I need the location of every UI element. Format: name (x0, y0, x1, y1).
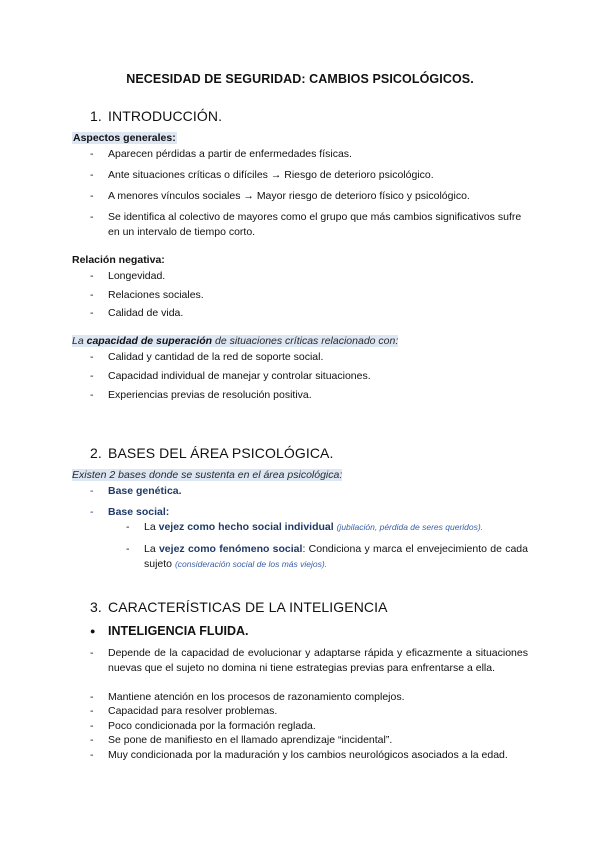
section-2-title: BASES DEL ÁREA PSICOLÓGICA. (108, 445, 334, 461)
document-page: NECESIDAD DE SEGURIDAD: CAMBIOS PSICOLÓGICOS. 1. INTRODUCCIÓN. Aspectos generales: - Aparecen pérdidas a partir de enfermedades físicas. - Ante situaciones críticas o difíciles → Riesgo de deterioro psicológico. - A menores vínculos sociales → Mayor riesgo de deterioro físico y psicológico. - Se identifica al colectivo de mayores como el grupo que más cambios significativos sufre en un intervalo de tiempo corto. Relación negativa: - Longevidad. - Relaciones sociales. - Calidad de vida. La capacidad de superación de situaciones críticas relacionado con: - Calidad y cantidad de la red de soporte social. - Capacidad individual de manejar y controlar situaciones. - Experiencias previas de resolución positiva. 2. BASES DEL ÁREA PSICOLÓGICA. Existen 2 bases donde se sustenta en el área psicológica: - Base genética. - Base social: - La vejez como hecho social individual (jubilación, pérdida de seres queridos). - La vejez como fenómeno social: Condiciona y marca el envejecimiento de cada sujeto (consideración social de los más viejos). 3. CARACTERÍSTICAS DE LA INTELIGENCIA ● INTELIGENCIA FLUIDA. - Depende de la capacidad de evolucionar y adaptarse rápida y eficazmente a situaciones nuevas que el sujeto no domina ni tiene estrategias previas para enfrentarse a ella. - Mantiene atención en los procesos de razonamiento complejos. - Capacidad para resolver problemas. - Poco condicionada por la formación reglada. - Se pone de manifiesto en el llamado aprendizaje “incidental”. - Muy condicionada por la maduración y los cambios neurológicos asociados a la edad. (0, 0, 600, 848)
bases-intro: Existen 2 bases donde se sustenta en el área psicológica: (72, 469, 343, 481)
section-3-number: 3. (90, 599, 102, 615)
relacion-label: Relación negativa: (72, 254, 165, 266)
inteligencia-fluida-bullet: ● INTELIGENCIA FLUIDA. (90, 624, 249, 638)
section-1-heading (90, 108, 222, 124)
section-1-title: INTRODUCCIÓN. (108, 108, 223, 124)
section-3-heading (90, 599, 388, 615)
bullet-dot: ● (90, 626, 96, 636)
capacidad-intro: La capacidad de superación de situaciones críticas relacionado con: (72, 335, 399, 347)
section-1-number: 1. (90, 108, 102, 124)
aspectos-label: Aspectos generales: (73, 132, 176, 144)
page-title: NECESIDAD DE SEGURIDAD: CAMBIOS PSICOLÓGICOS. (126, 72, 474, 86)
section-3-title: CARACTERÍSTICAS DE LA INTELIGENCIA (108, 599, 388, 615)
section-2-number: 2. (90, 445, 102, 461)
section-2-heading (90, 445, 333, 461)
